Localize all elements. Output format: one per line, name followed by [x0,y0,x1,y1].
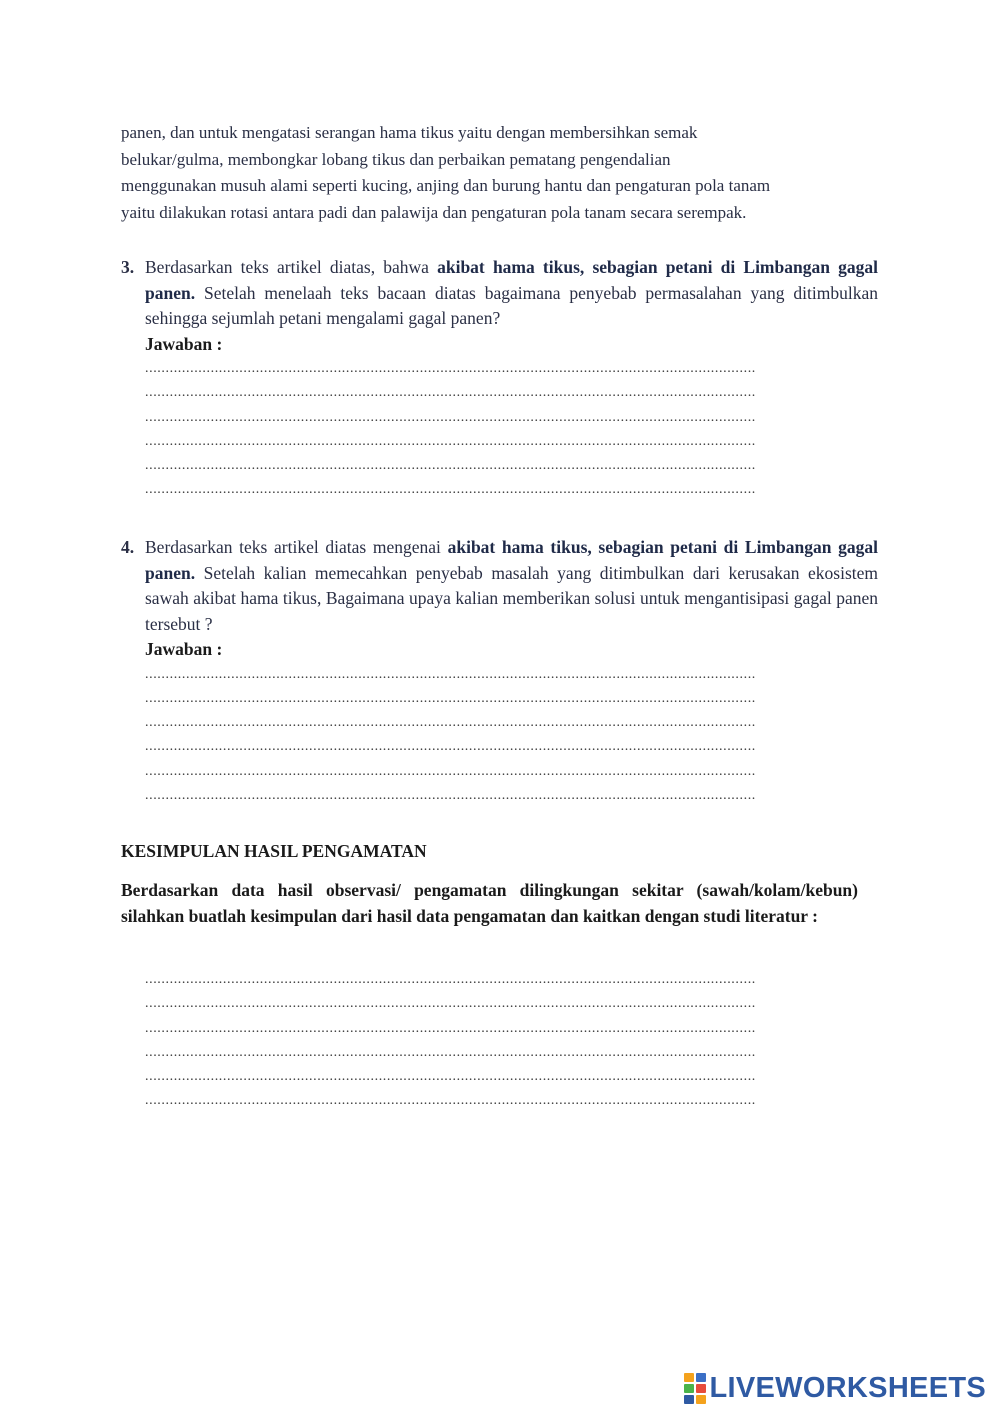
question-highlight: akibat hama tikus, sebagian petani di Limbangan gagal panen. [145,257,878,303]
intro-line: yaitu dilakukan rotasi antara padi dan palawija dan pengaturan pola tanam secara serempak. [121,202,747,222]
question-number: 4. [121,537,135,557]
question-number: 3. [121,257,135,277]
answer-line[interactable]: ..................................................................................................................................................... [145,433,756,449]
answer-line[interactable]: ..................................................................................................................................................... [145,1020,756,1036]
logo-square [696,1373,706,1382]
logo-text: LIVEWORKSHEETS [709,1371,986,1404]
intro-line: menggunakan musuh alami seperti kucing, anjing dan burung hantu dan pengaturan pola tanam [121,176,771,195]
answer-line[interactable]: ..................................................................................................................................................... [145,361,756,376]
answer-line[interactable]: ..................................................................................................................................................... [145,666,756,682]
logo-square [696,1395,706,1404]
liveworksheets-logo-icon [684,1373,706,1403]
answer-line[interactable]: ..................................................................................................................................................... [145,1069,756,1085]
answer-line[interactable]: ..................................................................................................................................................... [145,690,756,706]
answer-line[interactable]: ..................................................................................................................................................... [145,739,756,755]
answer-line[interactable]: ..................................................................................................................................................... [145,458,756,474]
conclusion-instruction: Berdasarkan data hasil observasi/ pengamatan dilingkungan sekitar (sawah/kolam/kebun) silahkan buatlah kesimpulan dari hasil data pengamatan dan kaitkan dengan studi literatur : [121,880,858,926]
answer-line[interactable]: ..................................................................................................................................................... [145,385,756,401]
answer-label: Jawaban : [145,333,223,354]
intro-line: belukar/gulma, membongkar lobang tikus dan perbaikan pematang pengendalian [121,149,671,169]
answer-line[interactable]: ..................................................................................................................................................... [145,482,756,498]
conclusion-answer-area [145,968,874,1114]
logo-square [684,1395,694,1404]
logo-square [696,1384,706,1393]
logo-square [684,1373,694,1382]
question-4 [121,535,878,808]
answer-line[interactable]: ..................................................................................................................................................... [145,972,756,987]
question-text: Berdasarkan teks artikel diatas mengenai akibat hama tikus, sebagian petani di Limbangan gagal panen. Setelah kalian memecahkan penyebab masalah yang ditimbulkan dari kerusakan ekosistem sawah akibat hama tikus, Bagaimana upaya kalian memberikan solusi untuk mengantisipasi gagal panen tersebut ? [145,537,878,634]
answer-line[interactable]: ..................................................................................................................................................... [145,763,756,779]
question-3 [121,255,878,503]
conclusion-heading: KESIMPULAN HASIL PENGAMATAN [121,841,427,861]
liveworksheets-logo[interactable] [684,1372,987,1404]
answer-line[interactable]: ..................................................................................................................................................... [145,1044,756,1060]
intro-line: panen, dan untuk mengatasi serangan hama tikus yaitu dengan membersihkan semak [121,123,698,142]
logo-square [684,1384,694,1393]
answer-line[interactable]: ..................................................................................................................................................... [145,787,756,803]
answer-line[interactable]: ..................................................................................................................................................... [145,996,756,1012]
question-highlight: akibat hama tikus, sebagian petani di Limbangan gagal panen. [145,537,878,583]
answer-line[interactable]: ..................................................................................................................................................... [145,409,756,425]
answer-line[interactable]: ..................................................................................................................................................... [145,715,756,731]
question-text: Berdasarkan teks artikel diatas, bahwa akibat hama tikus, sebagian petani di Limbangan gagal panen. Setelah menelaah teks bacaan diatas bagaimana penyebab permasalahan yang ditimbulkan sehingga sejumlah petani mengalami gagal panen? [145,257,878,328]
answer-label: Jawaban : [145,639,223,659]
answer-line[interactable]: ..................................................................................................................................................... [145,1093,756,1109]
intro-paragraph [121,120,878,226]
